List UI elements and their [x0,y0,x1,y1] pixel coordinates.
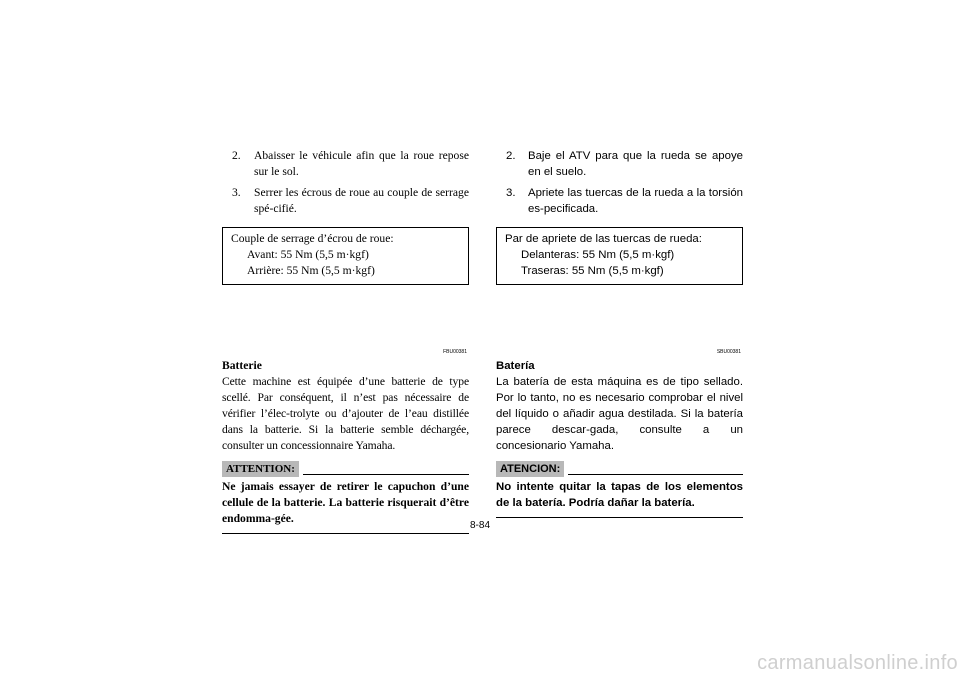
warning-text: No intente quitar la tapas de los elementos de la batería. Podría dañar la batería. [496,479,743,518]
french-column [222,148,469,534]
spec-title: Couple de serrage d’écrou de roue: [231,232,394,245]
spanish-column [496,148,743,518]
warning-header [496,461,743,477]
section-code: SBU00381 [716,349,741,355]
step-number: 2. [232,149,241,162]
section-paragraph: La batería de esta máquina es de tipo sellado. Por lo tanto, no es necesario comprobar el nivel del líquido o añadir agua destilada. Si la batería parece descar-gada, consulte a un concesionario Yamaha. [496,376,743,452]
spec-front: Delanteras: 55 Nm (5,5 m·kgf) [521,249,675,261]
step-item [222,185,469,217]
warning-rule [303,474,469,475]
warning-label: ATENCION: [496,461,564,477]
warning-label: ATTENTION: [222,461,299,477]
step-item [222,148,469,180]
step-text: Serrer les écrous de roue au couple de serrage spé-cifié. [254,186,469,215]
spec-rear: Arrière: 55 Nm (5,5 m·kgf) [247,264,375,277]
warning-header [222,461,469,477]
page-number: 8-84 [469,520,490,531]
watermark: carmanualsonline.info [757,652,958,674]
step-item [496,185,743,217]
section-title: Batterie [222,359,262,372]
step-number: 3. [232,186,241,199]
step-text: Baje el ATV para que la rueda se apoye en el suelo. [528,150,743,178]
section-title: Batería [496,360,535,372]
torque-spec-box [496,227,743,285]
step-text: Abaisser le véhicule afin que la roue repose sur le sol. [254,149,469,178]
spec-rear: Traseras: 55 Nm (5,5 m·kgf) [521,265,664,277]
torque-spec-box [222,227,469,285]
step-item [496,148,743,180]
spec-title: Par de apriete de las tuercas de rueda: [505,233,702,245]
section-paragraph: Cette machine est équipée d’une batterie de type scellé. Par conséquent, il n’est pas nécessaire de vérifier l’élec-trolyte ou d’ajouter de l’eau distillée dans la batterie. Si la batterie semble déchargée, consulter un concessionnaire Yamaha. [222,375,469,452]
step-number: 2. [506,150,516,162]
section-code: FBU00381 [443,349,467,355]
spec-front: Avant: 55 Nm (5,5 m·kgf) [247,248,369,261]
warning-text: Ne jamais essayer de retirer le capuchon d’une cellule de la batterie. La batterie risquerait d’être endomma-gée. [222,479,469,534]
step-text: Apriete las tuercas de la rueda a la torsión es-pecificada. [528,187,743,215]
warning-rule [568,474,743,475]
step-number: 3. [506,187,516,199]
